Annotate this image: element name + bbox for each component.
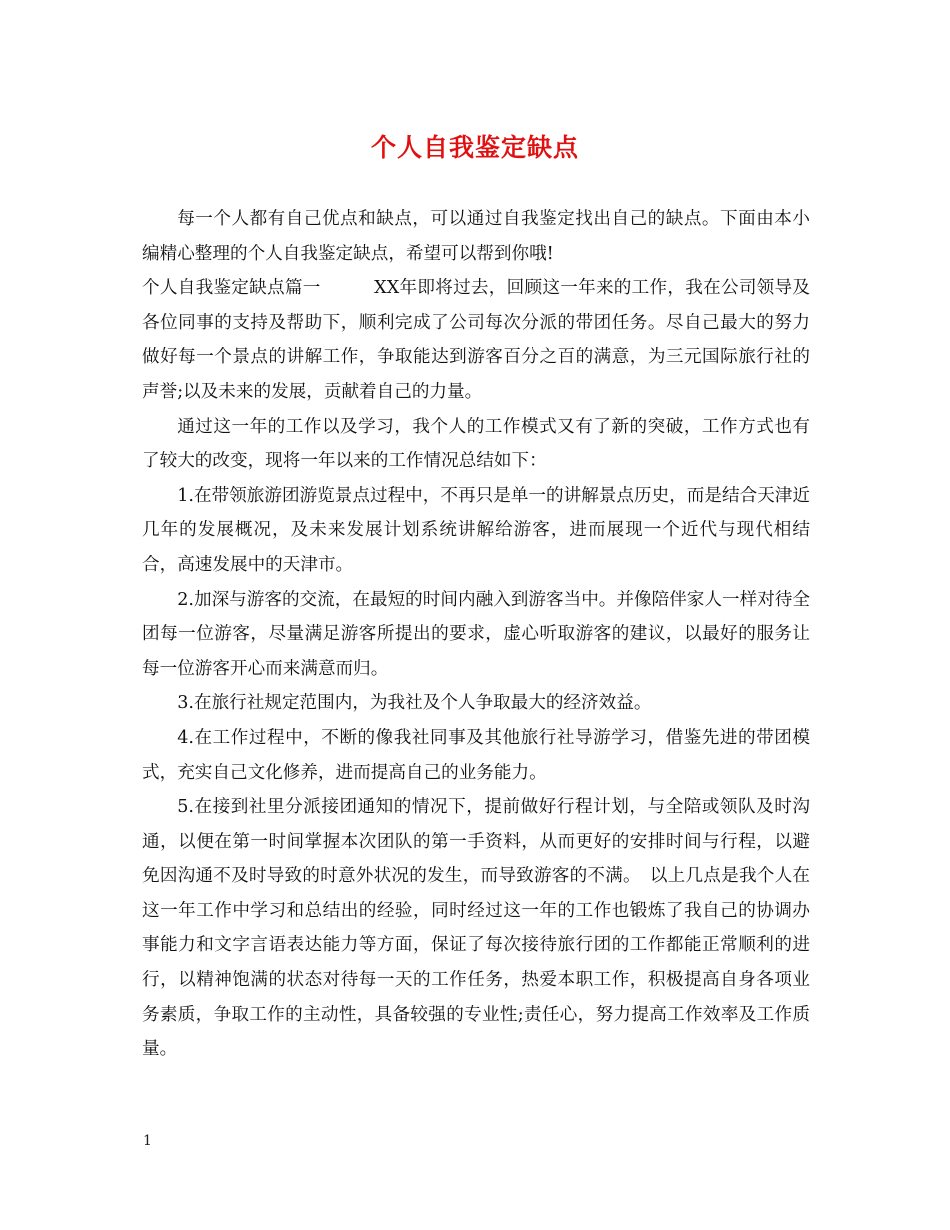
paragraph-intro: 每一个人都有自己优点和缺点，可以通过自我鉴定找出自己的缺点。下面由本小编精心整理的个人自我鉴定缺点，希望可以帮到你哦! xyxy=(142,209,810,264)
document-body xyxy=(142,202,810,1067)
paragraph-item-2: 2.加深与游客的交流，在最短的时间内融入到游客当中。并像陪伴家人一样对待全团每一位游客，尽量满足游客所提出的要求，虚心听取游客的建议，以最好的服务让每一位游客开心而来满意而归。 xyxy=(142,589,810,679)
paragraph-section-one: 个人自我鉴定缺点篇一 XX年即将过去，回顾这一年来的工作，我在公司领导及各位同事的支持及帮助下，顺利完成了公司每次分派的带团任务。尽自己最大的努力做好每一个景点的讲解工作，争取能达到游客百分之百的满意，为三元国际旅行社的声誉;以及未来的发展，贡献着自己的力量。 xyxy=(142,278,810,402)
paragraph-item-3: 3.在旅行社规定范围内，为我社及个人争取最大的经济效益。 xyxy=(177,693,652,714)
paragraph-summary-intro: 通过这一年的工作以及学习，我个人的工作模式又有了新的突破，工作方式也有了较大的改变，现将一年以来的工作情况总结如下： xyxy=(142,416,810,472)
page-title: 个人自我鉴定缺点 xyxy=(370,133,579,162)
page-number: 1 xyxy=(143,1133,152,1149)
paragraph-item-5: 5.在接到社里分派接团通知的情况下，提前做好行程计划，与全陪或领队及时沟通，以便在第一时间掌握本次团队的第一手资料，从而更好的安排时间与行程，以避免因沟通不及时导致的时意外状况的发生，而导致游客的不满。 以上几点是我个人在这一年工作中学习和总结出的经验，同时经过这一年的工作也锻炼了我自己的协调办事能力和文字言语表达能力等方面，保证了每次接待旅行团的工作都能正常顺利的进行，以精神饱满的状态对待每一天的工作任务，热爱本职工作，积极提高自身各项业务素质，争取工作的主动性，具备较强的专业性;责任心，努力提高工作效率及工作质量。 xyxy=(142,797,810,1060)
paragraph-item-1: 1.在带领旅游团游览景点过程中，不再只是单一的讲解景点历史，而是结合天津近几年的发展概况，及未来发展计划系统讲解给游客，进而展现一个近代与现代相结合，高速发展中的天津市。 xyxy=(142,485,810,575)
paragraph-item-4: 4.在工作过程中，不断的像我社同事及其他旅行社导游学习，借鉴先进的带团模式，充实自己文化修养，进而提高自己的业务能力。 xyxy=(142,727,810,783)
